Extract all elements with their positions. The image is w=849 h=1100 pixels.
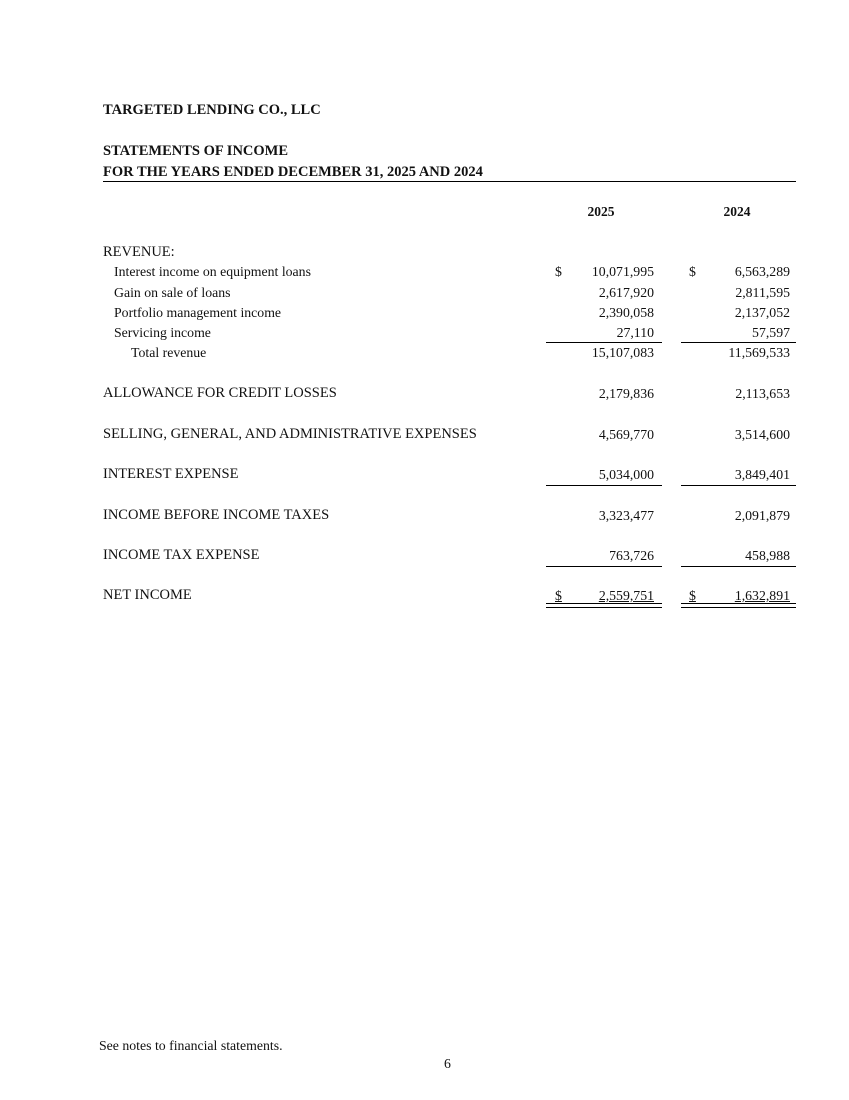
currency-symbol-2025: $ (555, 264, 562, 279)
currency-symbol-2024: $ (689, 264, 696, 279)
value-allowance-2025: 2,179,836 (598, 386, 654, 401)
value-interest-income-2025: 10,071,995 (591, 264, 654, 279)
row-label-servicing-income: Servicing income (114, 325, 211, 340)
net-income-double-rule-2024 (681, 603, 796, 608)
revenue-heading: REVENUE: (103, 244, 175, 260)
value-sga-2024: 3,514,600 (734, 427, 790, 442)
tax-expense-rule-2025 (546, 566, 662, 567)
value-income-before-taxes-2024: 2,091,879 (734, 508, 790, 523)
interest-expense-rule-2025 (546, 485, 662, 486)
net-income-double-rule-2025 (546, 603, 662, 608)
value-gain-on-sale-2024: 2,811,595 (735, 285, 790, 300)
company-name: TARGETED LENDING CO., LLC (103, 102, 321, 118)
tax-expense-rule-2024 (681, 566, 796, 567)
value-portfolio-management-2025: 2,390,058 (598, 305, 654, 320)
value-interest-expense-2024: 3,849,401 (734, 467, 790, 482)
column-header-2025: 2025 (587, 204, 615, 219)
page-number: 6 (444, 1056, 451, 1071)
value-servicing-income-2024: 57,597 (752, 325, 790, 340)
value-gain-on-sale-2025: 2,617,920 (598, 285, 654, 300)
interest-expense-rule-2024 (681, 485, 796, 486)
row-label-net-income: NET INCOME (103, 587, 192, 603)
value-allowance-2024: 2,113,653 (735, 386, 790, 401)
row-label-gain-on-sale: Gain on sale of loans (114, 285, 231, 300)
value-interest-expense-2025: 5,034,000 (598, 467, 654, 482)
currency-symbol-net-income-2025: $ (555, 588, 562, 603)
statement-title: STATEMENTS OF INCOME (103, 143, 289, 159)
footnote: See notes to financial statements. (99, 1038, 283, 1053)
value-interest-income-2024: 6,563,289 (734, 264, 790, 279)
value-net-income-2025: 2,559,751 (598, 588, 654, 603)
row-label-allowance: ALLOWANCE FOR CREDIT LOSSES (103, 385, 337, 401)
row-label-total-revenue: Total revenue (131, 345, 207, 360)
statement-period: FOR THE YEARS ENDED DECEMBER 31, 2025 AND 2024 (103, 164, 483, 180)
header-rule (103, 181, 796, 182)
value-servicing-income-2025: 27,110 (616, 325, 654, 340)
value-portfolio-management-2024: 2,137,052 (734, 305, 790, 320)
value-total-revenue-2025: 15,107,083 (591, 345, 654, 360)
row-label-portfolio-management: Portfolio management income (114, 305, 282, 320)
subtotal-rule-2025 (546, 342, 662, 343)
column-header-2024: 2024 (723, 204, 751, 219)
row-label-income-tax-expense: INCOME TAX EXPENSE (103, 547, 260, 563)
row-label-sga: SELLING, GENERAL, AND ADMINISTRATIVE EXPENSES (103, 426, 477, 442)
currency-symbol-net-income-2024: $ (689, 588, 696, 603)
row-label-interest-income: Interest income on equipment loans (114, 264, 311, 279)
value-income-before-taxes-2025: 3,323,477 (598, 508, 654, 523)
value-income-tax-expense-2024: 458,988 (745, 548, 790, 563)
row-label-interest-expense: INTEREST EXPENSE (103, 466, 239, 482)
value-income-tax-expense-2025: 763,726 (609, 548, 654, 563)
value-net-income-2024: 1,632,891 (734, 588, 790, 603)
value-total-revenue-2024: 11,569,533 (728, 345, 790, 360)
subtotal-rule-2024 (681, 342, 796, 343)
row-label-income-before-taxes: INCOME BEFORE INCOME TAXES (103, 507, 330, 523)
value-sga-2025: 4,569,770 (598, 427, 654, 442)
